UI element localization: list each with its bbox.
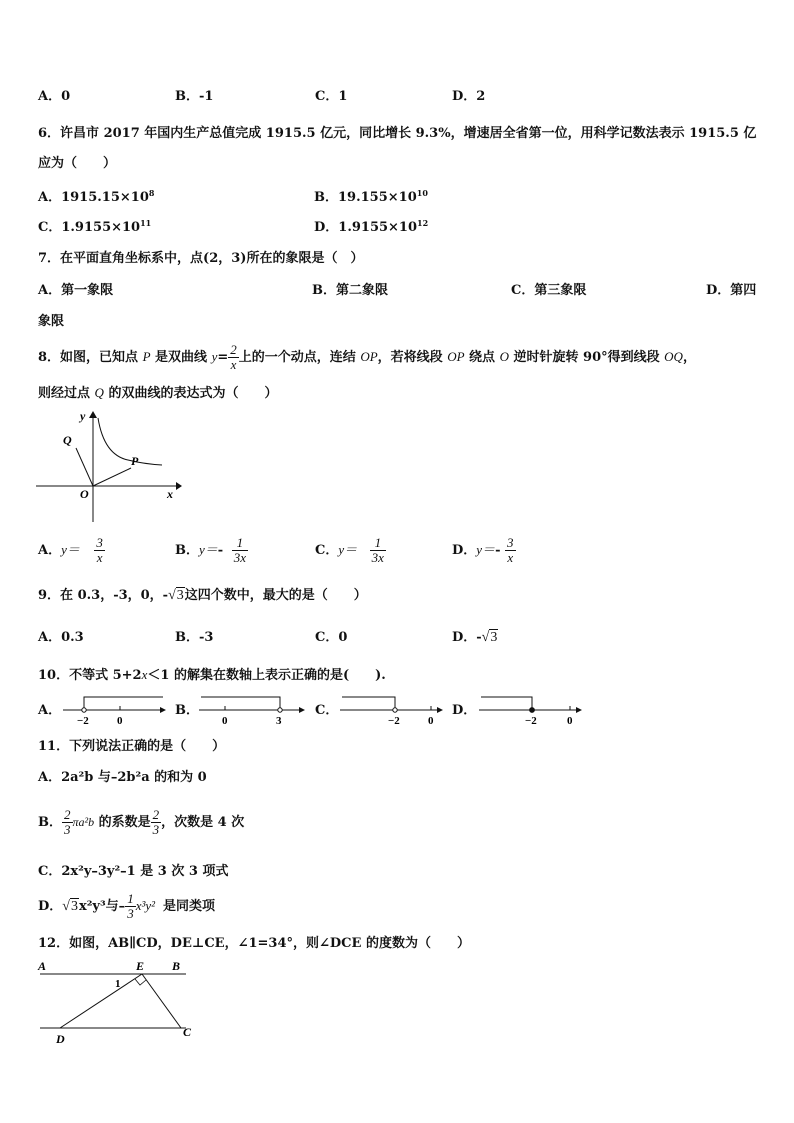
q6-option-c: C．$1.9155\times 10^{11}$ — [38, 218, 152, 235]
svg-text:0: 0 — [567, 715, 573, 727]
q11-option-b: B． $\frac{2}{3}$ πa²b 的系数是 $\frac{2}{3}$ ，次数是 4 次 — [38, 807, 245, 837]
q9-option-b: B．-3 — [175, 630, 214, 645]
svg-text:−2: −2 — [77, 715, 89, 727]
q10-number-line-a — [60, 690, 172, 728]
q8-option-a: A．y＝ $\frac{3}{x}$ — [38, 535, 103, 565]
q10-number-line-c — [337, 690, 449, 728]
q10-option-c-label: C． — [315, 703, 339, 718]
q6-stem-line2: 应为（ ） — [38, 156, 117, 171]
q7-option-d-wrap: 象限 — [38, 314, 65, 329]
q8-option-d: D．y＝- $\frac{3}{x}$ — [452, 535, 514, 565]
q9-option-a: A．0.3 — [38, 630, 84, 645]
fig-label-q: Q — [63, 433, 72, 447]
q10-number-line-d — [476, 690, 588, 728]
open-point — [278, 708, 282, 712]
q10-option-b-label: B． — [175, 703, 199, 718]
q10-option-a-label: A． — [38, 703, 62, 718]
segment-de — [60, 974, 142, 1028]
x-axis-arrow — [176, 482, 182, 490]
svg-text:3: 3 — [276, 715, 282, 727]
q8-stem-line1: 8．如图，已知点 P 是双曲线 y= $\frac{2}{x}$ 上的一个动点，连结 OP，若将线段 OP 绕点 O 逆时针旋转 90°得到线段 OQ， — [38, 342, 696, 372]
q10-option-d-label: D． — [452, 703, 477, 718]
svg-text:E: E — [136, 959, 145, 973]
q5-option-b: B．-1 — [175, 89, 214, 104]
q8-hyperbola-figure — [36, 410, 186, 528]
q11-option-d: D．√3x²y³与– $\frac{1}{3}$ x³y² 是同类项 — [38, 891, 216, 921]
q12-parallel-lines-figure — [36, 956, 196, 1048]
q8-stem-line2: 则经过点 Q 的双曲线的表达式为（ ） — [38, 385, 278, 401]
segment-oq — [76, 448, 93, 486]
right-angle-mark — [135, 979, 146, 985]
fig-label-o: O — [80, 487, 89, 501]
svg-text:−2: −2 — [525, 715, 537, 727]
svg-text:A: A — [38, 959, 47, 973]
q6-option-d: D．$1.9155\times 10^{12}$ — [314, 218, 429, 235]
open-point — [393, 708, 397, 712]
q5-option-d: D．2 — [452, 89, 486, 104]
svg-text:C: C — [183, 1025, 192, 1039]
sqrt-sign: √3 — [168, 588, 184, 603]
segment-ec — [142, 974, 181, 1028]
q7-option-c: C．第三象限 — [511, 283, 587, 298]
svg-text:0: 0 — [222, 715, 228, 727]
q12-stem: 12．如图，AB∥CD，DE⊥CE，∠1=34°，则∠DCE 的度数为（ ） — [38, 936, 470, 951]
q7-option-a: A．第一象限 — [38, 283, 114, 298]
q7-stem: 7．在平面直角坐标系中，点(2，3)所在的象限是（ ） — [38, 251, 364, 266]
q7-option-d: D．第四 — [706, 283, 757, 298]
q6-option-a: A．$1915.15\times 10^8$ — [38, 188, 155, 205]
segment-op — [93, 468, 131, 486]
svg-text:D: D — [56, 1032, 65, 1046]
hyperbola-curve — [98, 418, 162, 465]
fig-label-p: P — [131, 454, 139, 468]
svg-text:0: 0 — [117, 715, 123, 727]
open-point — [82, 708, 86, 712]
q10-number-line-b — [196, 690, 311, 728]
q6-option-b: B．$19.155\times 10^{10}$ — [314, 188, 428, 205]
fig-label-y: y — [80, 410, 86, 423]
q6-stem-line1: 6．许昌市 2017 年国内生产总值完成 1915.5 亿元，同比增长 9.3%，增速居全省第一位，用科学记数法表示 1915.5 亿 — [38, 126, 757, 141]
q11-stem: 11．下列说法正确的是（ ） — [38, 739, 226, 754]
q11-option-a: A．2a²b 与–2b²a 的和为 0 — [38, 770, 207, 785]
svg-text:1: 1 — [115, 978, 121, 990]
q5-option-a: A．0 — [38, 89, 71, 104]
q7-option-b: B．第二象限 — [312, 283, 388, 298]
q9-stem: 9．在 0.3，-3，0，-√3这四个数中，最大的是（ ） — [38, 588, 367, 603]
fig-label-x: x — [167, 487, 173, 501]
q9-option-d: D．-√3 — [452, 630, 498, 645]
svg-text:−2: −2 — [388, 715, 400, 727]
q11-option-c: C．2x²y–3y²–1 是 3 次 3 项式 — [38, 864, 229, 879]
y-axis-arrow — [89, 411, 97, 418]
svg-text:B: B — [172, 959, 181, 973]
q8-option-c: C．y＝ $\frac{1}{3x}$ — [315, 535, 384, 565]
q5-option-c: C．1 — [315, 89, 348, 104]
q8-fraction: $\frac{2}{x}$ — [230, 342, 237, 372]
closed-point — [530, 708, 535, 713]
q10-stem: 10．不等式 5+2x＜1 的解集在数轴上表示正确的是( ). — [38, 667, 386, 683]
q8-option-b: B．y＝- $\frac{1}{3x}$ — [175, 535, 246, 565]
q9-option-c: C．0 — [315, 630, 348, 645]
svg-text:0: 0 — [428, 715, 434, 727]
